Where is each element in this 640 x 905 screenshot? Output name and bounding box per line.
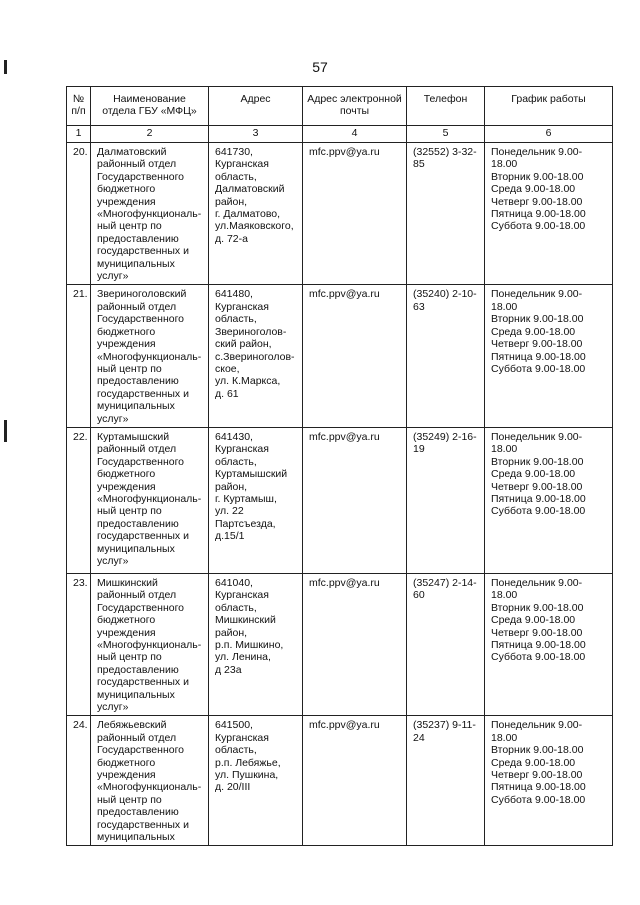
- header-line: почты: [339, 105, 370, 118]
- office-phone: [407, 427, 485, 573]
- office-name-line: государственных и: [97, 818, 189, 831]
- column-number: 4: [303, 126, 407, 143]
- office-phone: [407, 143, 485, 285]
- office-address-line: ул.Маяковского,: [215, 220, 294, 233]
- office-schedule-line: Суббота 9.00-18.00: [491, 505, 586, 518]
- office-phone-line: 60: [413, 589, 425, 602]
- office-name-line: услуг»: [97, 412, 129, 425]
- office-address-line: Далматовский: [215, 183, 285, 196]
- office-phone-line: 63: [413, 300, 425, 313]
- page-number: 57: [312, 59, 328, 75]
- office-name-line: бюджетного: [97, 183, 156, 196]
- header-line: Наименование: [113, 93, 186, 105]
- office-name-line: бюджетного: [97, 756, 156, 769]
- column-number: 1: [67, 126, 91, 143]
- office-phone: [407, 716, 485, 846]
- office-name-line: Государственного: [97, 313, 185, 326]
- office-schedule-line: Четверг 9.00-18.00: [491, 195, 583, 208]
- column-number: 6: [485, 126, 613, 143]
- office-schedule-line: 18.00: [491, 158, 518, 171]
- office-name-line: муниципальных: [97, 400, 175, 413]
- office-address-line: 641480,: [215, 288, 253, 301]
- office-name-line: бюджетного: [97, 468, 156, 481]
- office-name-line: Звериноголовский: [97, 288, 187, 301]
- office-email: mfc.ppv@ya.ru: [303, 427, 407, 573]
- office-schedule-line: Четверг 9.00-18.00: [491, 338, 583, 351]
- office-name: [91, 573, 209, 715]
- office-schedule-line: Четверг 9.00-18.00: [491, 626, 583, 639]
- office-name-line: бюджетного: [97, 325, 156, 338]
- header-address: [209, 87, 303, 126]
- office-schedule-line: Среда 9.00-18.00: [491, 614, 576, 627]
- office-schedule: [485, 285, 613, 427]
- office-address-line: ское,: [215, 362, 240, 375]
- office-address-line: район,: [215, 480, 248, 493]
- office-phone-line: 19: [413, 443, 425, 456]
- row-number: 22.: [67, 427, 91, 573]
- header-line: График работы: [511, 93, 586, 105]
- office-address: [209, 427, 303, 573]
- office-schedule-line: 18.00: [491, 731, 518, 744]
- office-address-line: Курганская: [215, 731, 269, 744]
- office-address-line: ул. Пушкина,: [215, 769, 279, 782]
- office-name: [91, 143, 209, 285]
- office-address-line: район,: [215, 626, 248, 639]
- office-address: [209, 573, 303, 715]
- office-schedule-line: Среда 9.00-18.00: [491, 468, 576, 481]
- office-schedule-line: Вторник 9.00-18.00: [491, 170, 584, 183]
- office-schedule-line: Пятница 9.00-18.00: [491, 638, 586, 651]
- office-name-line: Государственного: [97, 601, 185, 614]
- office-schedule-line: Понедельник 9.00-: [491, 430, 583, 443]
- table-row: [67, 573, 613, 715]
- office-address-line: Звериноголов-: [215, 325, 287, 338]
- office-name-line: предоставлению: [97, 806, 179, 819]
- office-name-line: учреждения: [97, 626, 156, 639]
- office-schedule-line: Понедельник 9.00-: [491, 719, 583, 732]
- office-name-line: «Многофункциональ-: [97, 781, 202, 794]
- header-name: [91, 87, 209, 126]
- office-address-line: 641730,: [215, 146, 253, 158]
- office-name-line: Лебяжьевский: [97, 719, 167, 732]
- office-schedule-line: Четверг 9.00-18.00: [491, 480, 583, 493]
- office-name-line: государственных и: [97, 676, 189, 689]
- office-phone-line: (35249) 2-16-: [413, 430, 477, 443]
- office-name-line: учреждения: [97, 338, 156, 351]
- header-line: Адрес: [240, 93, 271, 105]
- office-name-line: районный отдел: [97, 300, 177, 313]
- office-address-line: область,: [215, 170, 257, 183]
- office-phone-line: 24: [413, 731, 425, 744]
- office-address-line: ул. К.Маркса,: [215, 375, 281, 388]
- office-address: [209, 285, 303, 427]
- header-email: [303, 87, 407, 126]
- office-name-line: Государственного: [97, 170, 185, 183]
- office-name-line: ный центр по: [97, 220, 162, 233]
- office-schedule: [485, 143, 613, 285]
- office-schedule-line: Суббота 9.00-18.00: [491, 362, 586, 375]
- office-name-line: государственных и: [97, 387, 189, 400]
- office-name-line: районный отдел: [97, 731, 177, 744]
- office-name: [91, 716, 209, 846]
- mfc-offices-table: [66, 86, 613, 846]
- scan-margin-mark: [4, 60, 7, 74]
- office-name-line: Мишкинский: [97, 576, 158, 589]
- office-name-line: районный отдел: [97, 589, 177, 602]
- office-address-line: д 23а: [215, 663, 242, 676]
- header-line: №: [72, 93, 85, 105]
- office-phone-line: (35237) 9-11-: [413, 719, 476, 732]
- office-schedule-line: 18.00: [491, 589, 518, 602]
- office-name-line: ный центр по: [97, 651, 162, 664]
- office-address: [209, 716, 303, 846]
- office-schedule-line: Вторник 9.00-18.00: [491, 744, 584, 757]
- row-number: 21.: [67, 285, 91, 427]
- row-number: 23.: [67, 573, 91, 715]
- office-address: [209, 143, 303, 285]
- office-schedule: [485, 427, 613, 573]
- office-name-line: муниципальных: [97, 831, 175, 844]
- column-number-row: [67, 126, 613, 143]
- office-address-line: р.п. Лебяжье,: [215, 756, 281, 769]
- office-schedule-line: Вторник 9.00-18.00: [491, 601, 584, 614]
- office-name-line: учреждения: [97, 480, 156, 493]
- office-name-line: государственных и: [97, 530, 189, 543]
- office-schedule-line: Понедельник 9.00-: [491, 576, 583, 589]
- office-schedule-line: 18.00: [491, 443, 518, 456]
- office-address-line: 641430,: [215, 430, 253, 443]
- office-name-line: учреждения: [97, 769, 156, 782]
- table-row: [67, 143, 613, 285]
- office-address-line: район,: [215, 195, 248, 208]
- office-name-line: услуг»: [97, 555, 129, 567]
- office-phone-line: (35247) 2-14-: [413, 576, 477, 589]
- office-schedule-line: Пятница 9.00-18.00: [491, 781, 586, 794]
- office-schedule-line: Среда 9.00-18.00: [491, 756, 576, 769]
- office-address-line: Курганская: [215, 300, 269, 313]
- office-address-line: Курганская: [215, 589, 269, 602]
- office-address-line: область,: [215, 455, 257, 468]
- office-address-line: Мишкинский: [215, 614, 276, 627]
- office-email: mfc.ppv@ya.ru: [303, 285, 407, 427]
- office-name-line: ный центр по: [97, 505, 162, 518]
- office-name-line: услуг»: [97, 270, 129, 283]
- office-address-line: г. Куртамыш,: [215, 492, 277, 505]
- office-name-line: муниципальных: [97, 257, 175, 270]
- office-schedule-line: Четверг 9.00-18.00: [491, 769, 583, 782]
- office-schedule-line: Вторник 9.00-18.00: [491, 455, 584, 468]
- header-line: отдела ГБУ «МФЦ»: [102, 105, 197, 118]
- scan-margin-mark: [4, 420, 7, 442]
- table-header-row: [67, 87, 613, 126]
- office-name-line: бюджетного: [97, 614, 156, 627]
- table-row: [67, 427, 613, 573]
- office-address-line: 641500,: [215, 719, 253, 732]
- office-name-line: предоставлению: [97, 232, 179, 245]
- office-name-line: «Многофункциональ-: [97, 208, 202, 221]
- office-schedule-line: 18.00: [491, 300, 518, 313]
- office-address-line: Куртамышский: [215, 468, 288, 481]
- office-schedule: [485, 573, 613, 715]
- office-address-line: Партсъезда,: [215, 517, 276, 530]
- office-schedule-line: Понедельник 9.00-: [491, 288, 583, 301]
- office-schedule-line: Пятница 9.00-18.00: [491, 492, 586, 505]
- office-address-line: Курганская: [215, 443, 269, 456]
- office-name-line: муниципальных: [97, 688, 175, 701]
- office-address-line: ский район,: [215, 338, 272, 351]
- office-address-line: ул. Ленина,: [215, 651, 271, 664]
- office-name-line: услуг»: [97, 701, 129, 713]
- column-number: 2: [91, 126, 209, 143]
- header-num: [67, 87, 91, 126]
- office-schedule-line: Суббота 9.00-18.00: [491, 793, 586, 806]
- office-name-line: Государственного: [97, 744, 185, 757]
- office-email: mfc.ppv@ya.ru: [303, 716, 407, 846]
- office-name-line: Государственного: [97, 455, 185, 468]
- office-phone-line: (35240) 2-10-: [413, 288, 477, 301]
- office-phone: [407, 285, 485, 427]
- office-address-line: д. 72-а: [215, 232, 248, 245]
- office-phone: [407, 573, 485, 715]
- office-name-line: «Многофункциональ-: [97, 638, 202, 651]
- header-phone: [407, 87, 485, 126]
- office-name-line: районный отдел: [97, 443, 177, 456]
- office-name-line: предоставлению: [97, 375, 179, 388]
- office-email: mfc.ppv@ya.ru: [303, 573, 407, 715]
- office-schedule: [485, 716, 613, 846]
- office-address-line: д.15/1: [215, 530, 245, 543]
- office-address-line: р.п. Мишкино,: [215, 638, 284, 651]
- row-number: 24.: [67, 716, 91, 846]
- header-line: Телефон: [423, 93, 468, 105]
- header-line: Адрес электронной: [307, 93, 402, 105]
- column-number: 3: [209, 126, 303, 143]
- office-phone-line: (32552) 3-32-: [413, 146, 477, 158]
- office-schedule-line: Суббота 9.00-18.00: [491, 651, 586, 664]
- office-address-line: область,: [215, 744, 257, 757]
- office-address-line: д. 61: [215, 387, 239, 400]
- office-name-line: «Многофункциональ-: [97, 492, 202, 505]
- office-address-line: Курганская: [215, 158, 269, 171]
- office-name-line: Куртамышский: [97, 430, 170, 443]
- office-address-line: область,: [215, 601, 257, 614]
- header-line: п/п: [71, 105, 86, 118]
- office-address-line: д. 20/III: [215, 781, 251, 794]
- office-name-line: ный центр по: [97, 793, 162, 806]
- table-row: [67, 285, 613, 427]
- office-name-line: муниципальных: [97, 542, 175, 555]
- office-schedule-line: Пятница 9.00-18.00: [491, 208, 586, 221]
- office-phone-line: 85: [413, 158, 425, 171]
- office-schedule-line: Среда 9.00-18.00: [491, 325, 576, 338]
- row-number: 20.: [67, 143, 91, 285]
- office-address-line: 641040,: [215, 576, 253, 589]
- office-address-line: г. Далматово,: [215, 208, 281, 221]
- office-name: [91, 285, 209, 427]
- office-name-line: районный отдел: [97, 158, 177, 171]
- office-address-line: ул. 22: [215, 505, 244, 518]
- office-address-line: с.Звериноголов-: [215, 350, 295, 363]
- office-name-line: Далматовский: [97, 146, 167, 158]
- office-schedule-line: Среда 9.00-18.00: [491, 183, 576, 196]
- office-email: mfc.ppv@ya.ru: [303, 143, 407, 285]
- office-schedule-line: Понедельник 9.00-: [491, 146, 583, 158]
- office-name-line: предоставлению: [97, 517, 179, 530]
- office-name-line: государственных и: [97, 245, 189, 258]
- office-name-line: ный центр по: [97, 362, 162, 375]
- office-name: [91, 427, 209, 573]
- office-name-line: «Многофункциональ-: [97, 350, 202, 363]
- column-number: 5: [407, 126, 485, 143]
- office-schedule-line: Суббота 9.00-18.00: [491, 220, 586, 233]
- office-name-line: предоставлению: [97, 663, 179, 676]
- header-schedule: [485, 87, 613, 126]
- office-name-line: учреждения: [97, 195, 156, 208]
- office-schedule-line: Вторник 9.00-18.00: [491, 313, 584, 326]
- table-row: [67, 716, 613, 846]
- office-address-line: область,: [215, 313, 257, 326]
- office-schedule-line: Пятница 9.00-18.00: [491, 350, 586, 363]
